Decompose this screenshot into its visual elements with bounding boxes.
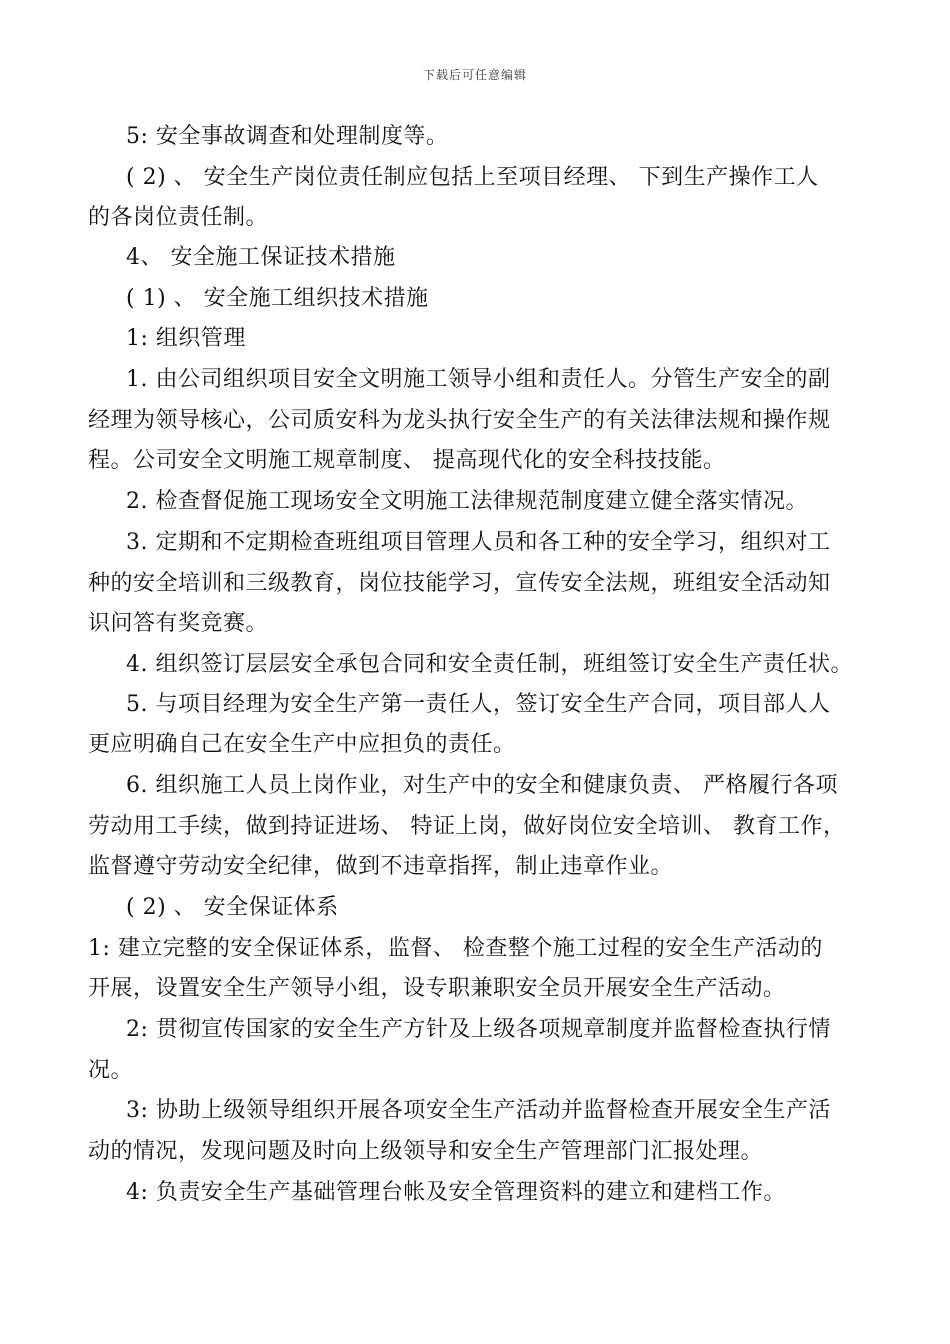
paragraph-line: 动的情况，发现问题及时向上级领导和安全生产管理部门汇报处理。: [88, 1139, 764, 1164]
paragraph-line: 5. 与项目经理为安全生产第一责任人，签订安全生产合同，项目部人人: [126, 692, 831, 717]
page-header: 下载后可任意编辑: [422, 68, 527, 82]
paragraph-line: 劳动用工手续，做到持证进场、 特证上岗，做好岗位安全培训、 教育工作，: [88, 814, 846, 839]
paragraph-line: 3: 协助上级领导组织开展各项安全生产活动并监督检查开展安全生产活: [126, 1098, 831, 1123]
paragraph-line: ( 2) 、 安全生产岗位责任制应包括上至项目经理、 下到生产操作工人: [126, 165, 819, 190]
paragraph-line: 种的安全培训和三级教育，岗位技能学习，宣传安全法规，班组安全活动知: [88, 571, 831, 596]
section-heading: 4、 安全施工保证技术措施: [126, 245, 396, 270]
subsection-heading: ( 2) 、 安全保证体系: [126, 895, 339, 920]
paragraph-line: 1. 由公司组织项目安全文明施工领导小组和责任人。分管生产安全的副: [126, 367, 831, 392]
paragraph-line: 监督遵守劳动安全纪律，做到不违章指挥，制止违章作业。: [88, 854, 674, 879]
paragraph-line: 程。公司安全文明施工规章制度、 提高现代化的安全科技技能。: [88, 448, 726, 473]
paragraph-line: 1: 建立完整的安全保证体系，监督、 检查整个施工过程的安全生产活动的: [88, 936, 823, 961]
paragraph-line: 的各岗位责任制。: [88, 205, 269, 230]
paragraph-line: 4. 组织签订层层安全承包合同和安全责任制，班组签订安全生产责任状。: [126, 652, 853, 677]
paragraph-line: 6. 组织施工人员上岗作业，对生产中的安全和健康负责、 严格履行各项: [126, 773, 838, 798]
paragraph-line: 5: 安全事故调查和处理制度等。: [126, 124, 449, 149]
paragraph-line: 开展，设置安全生产领导小组，设专职兼职安全员开展安全生产活动。: [88, 976, 786, 1001]
item-heading: 1: 组织管理: [126, 326, 246, 351]
paragraph-line: 3. 定期和不定期检查班组项目管理人员和各工种的安全学习，组织对工: [126, 530, 831, 555]
subsection-heading: ( 1) 、 安全施工组织技术措施: [126, 286, 429, 311]
paragraph-line: 识问答有奖竞赛。: [88, 611, 269, 636]
paragraph-line: 况。: [88, 1058, 134, 1083]
paragraph-line: 2: 贯彻宣传国家的安全生产方针及上级各项规章制度并监督检查执行情: [126, 1017, 831, 1042]
paragraph-line: 2. 检查督促施工现场安全文明施工法律规范制度建立健全落实情况。: [126, 489, 808, 514]
paragraph-line: 4: 负责安全生产基础管理台帐及安全管理资料的建立和建档工作。: [126, 1180, 786, 1205]
paragraph-line: 经理为领导核心，公司质安科为龙头执行安全生产的有关法律法规和操作规: [88, 408, 831, 433]
paragraph-line: 更应明确自己在安全生产中应担负的责任。: [88, 732, 516, 757]
